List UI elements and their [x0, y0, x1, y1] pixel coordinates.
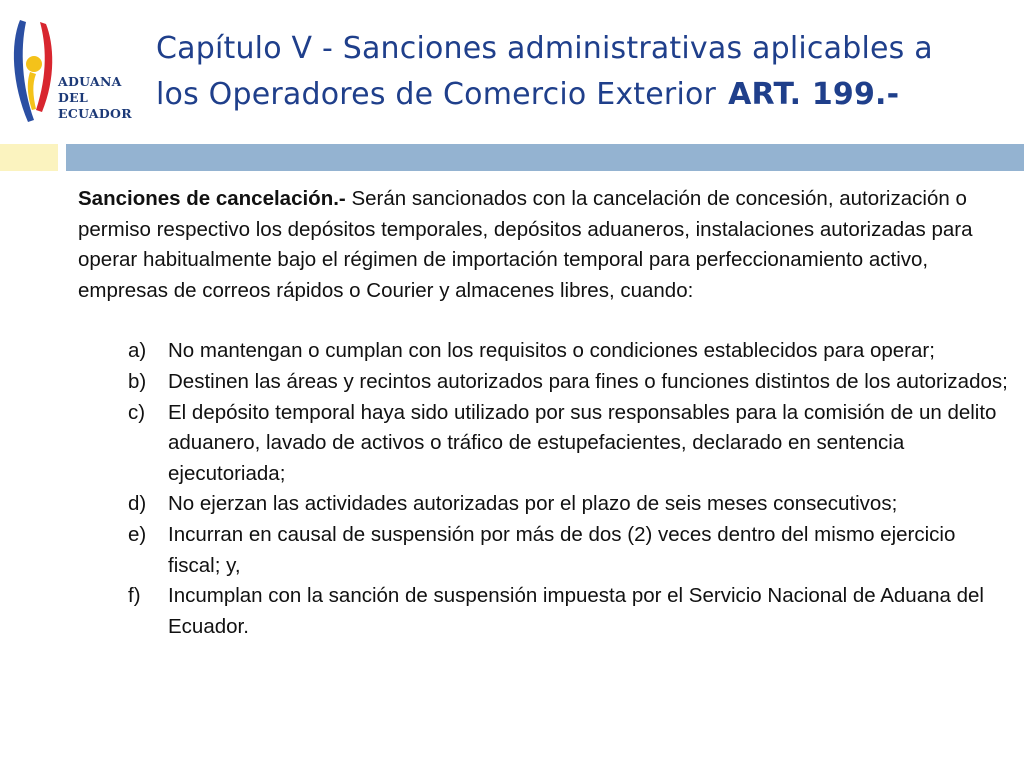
- title-line-1: Capítulo V - Sanciones administrativas aplicables a: [156, 31, 933, 66]
- list-item-text: Incurran en causal de suspensión por más de dos (2) veces dentro del mismo ejercicio fiscal; y,: [168, 522, 956, 577]
- list-marker: f): [128, 584, 141, 608]
- list-item-text: No ejerzan las actividades autorizadas por el plazo de seis meses consecutivos;: [168, 492, 898, 516]
- intro-heading: Sanciones de cancelación.-: [78, 187, 346, 210]
- list-marker: d): [128, 492, 147, 516]
- list-marker: e): [128, 522, 147, 546]
- list-item: [78, 581, 1008, 642]
- list-item-text: Destinen las áreas y recintos autorizados para fines o funciones distintos de los autorizados;: [168, 369, 1008, 393]
- list-item-text: Incumplan con la sanción de suspensión impuesta por el Servicio Nacional de Aduana del Ecuador.: [168, 584, 984, 638]
- list-item: [78, 336, 1008, 367]
- title-line-2-text: los Operadores de Comercio Exterior: [156, 77, 717, 112]
- article-number: ART. 199.-: [728, 77, 900, 112]
- list-item: [78, 398, 1008, 490]
- list-marker: b): [128, 369, 147, 393]
- conditions-list: [78, 336, 1008, 642]
- logo-line-del: DEL: [58, 90, 89, 105]
- intro-paragraph: [78, 184, 1008, 306]
- list-item: [78, 520, 1008, 581]
- paragraph-spacer: [78, 306, 1008, 336]
- header-band-blue: [66, 144, 1024, 171]
- list-item: [78, 489, 1008, 520]
- logo-line-ecuador: ECUADOR: [58, 106, 132, 121]
- logo-line-aduana: ADUANA: [58, 74, 122, 89]
- list-item: [78, 367, 1008, 398]
- aduana-logo: [6, 14, 136, 132]
- list-item-text: No mantengan o cumplan con los requisitos o condiciones establecidos para operar;: [168, 339, 935, 363]
- list-marker: a): [128, 339, 147, 363]
- header-band-yellow: [0, 144, 58, 171]
- list-item-text: El depósito temporal haya sido utilizado por sus responsables para la comisión de un delito aduanero, lavado de activos o tráfico de estupefacientes, declarado en sentencia ejecutoriada;: [168, 400, 997, 485]
- page-title: [156, 26, 1016, 118]
- intro-text: Serán sancionados con la cancelación de concesión, autorización o permiso respectivo los depósitos temporales, depósitos aduaneros, instalaciones autorizadas para operar habitualmente bajo el régimen de importación temporal para perfeccionamiento activo, empresas de correos rápidos o Courier y almacenes libres, cuando:: [78, 187, 973, 302]
- list-marker: c): [128, 400, 146, 424]
- logo-text: [58, 74, 132, 122]
- slide-content: [78, 184, 1008, 642]
- title-line-2: [156, 72, 1016, 118]
